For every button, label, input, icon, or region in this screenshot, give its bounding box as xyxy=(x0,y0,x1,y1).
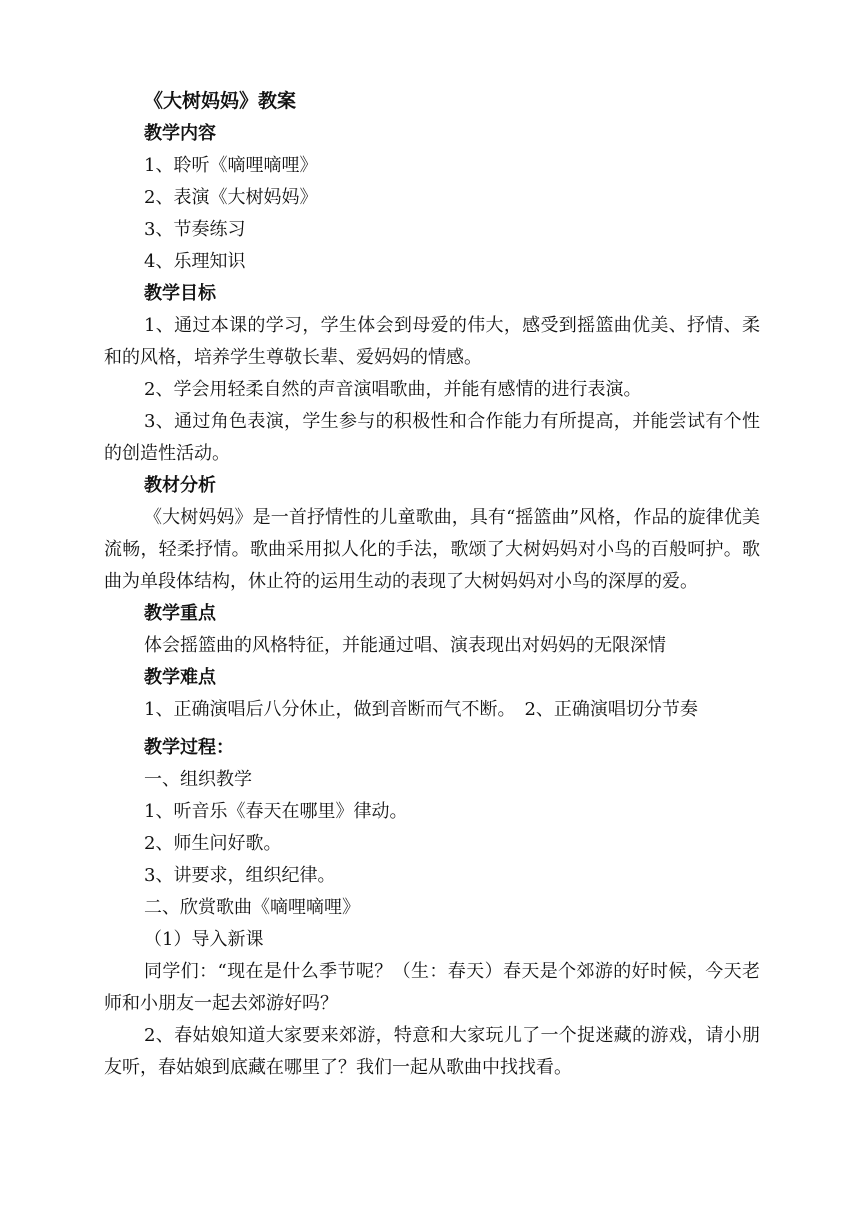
process-paragraph: 2、春姑娘知道大家要来郊游，特意和大家玩儿了一个捉迷藏的游戏，请小朋友听，春姑娘到底藏在哪里了？我们一起从歌曲中找找看。 xyxy=(104,1025,760,1078)
analysis-paragraph: 《大树妈妈》是一首抒情性的儿童歌曲，具有“摇篮曲”风格，作品的旋律优美流畅，轻柔抒情。歌曲采用拟人化的手法，歌颂了大树妈妈对小鸟的百般呵护。歌曲为单段体结构，休止符的运用生动的表现了大树妈妈对小鸟的深厚的爱。 xyxy=(104,507,760,592)
goal-paragraph: 3、通过角色表演，学生参与的积极性和合作能力有所提高，并能尝试有个性的创造性活动。 xyxy=(104,411,760,464)
content-item: 1、聆听《嘀哩嘀哩》 xyxy=(144,155,318,176)
heading-analysis: 教材分析 xyxy=(144,475,216,496)
difficulties-paragraph: 1、正确演唱后八分休止，做到音断而气不断。 2、正确演唱切分节奏 xyxy=(144,699,698,720)
heading-process: 教学过程： xyxy=(144,737,234,758)
content-item: 4、乐理知识 xyxy=(144,251,246,272)
goal-paragraph: 2、学会用轻柔自然的声音演唱歌曲，并能有感情的进行表演。 xyxy=(144,379,642,400)
heading-difficulties: 教学难点 xyxy=(144,667,216,688)
goal-paragraph: 1、通过本课的学习，学生体会到母爱的伟大，感受到摇篮曲优美、抒情、柔和的风格，培养学生尊敬长辈、爱妈妈的情感。 xyxy=(104,315,760,368)
heading-goals: 教学目标 xyxy=(144,283,216,304)
document-page xyxy=(104,84,760,1084)
heading-key-points: 教学重点 xyxy=(144,603,216,624)
process-paragraph: 同学们：“现在是什么季节呢？（生：春天）春天是个郊游的好时候，今天老师和小朋友一起去郊游好吗？ xyxy=(104,961,760,1014)
process-line: 一、组织教学 xyxy=(144,769,252,790)
process-line: 1、听音乐《春天在哪里》律动。 xyxy=(144,801,408,822)
content-item: 3、节奏练习 xyxy=(144,219,246,240)
process-line: 二、欣赏歌曲《嘀哩嘀哩》 xyxy=(144,897,360,918)
process-line: 2、师生问好歌。 xyxy=(144,833,282,854)
document-title: 《大树妈妈》教案 xyxy=(144,90,297,112)
process-line: （1）导入新课 xyxy=(144,929,264,950)
heading-content: 教学内容 xyxy=(144,123,216,144)
process-line: 3、讲要求，组织纪律。 xyxy=(144,865,336,886)
content-item: 2、表演《大树妈妈》 xyxy=(144,187,318,208)
key-points-paragraph: 体会摇篮曲的风格特征，并能通过唱、演表现出对妈妈的无限深情 xyxy=(144,635,666,656)
